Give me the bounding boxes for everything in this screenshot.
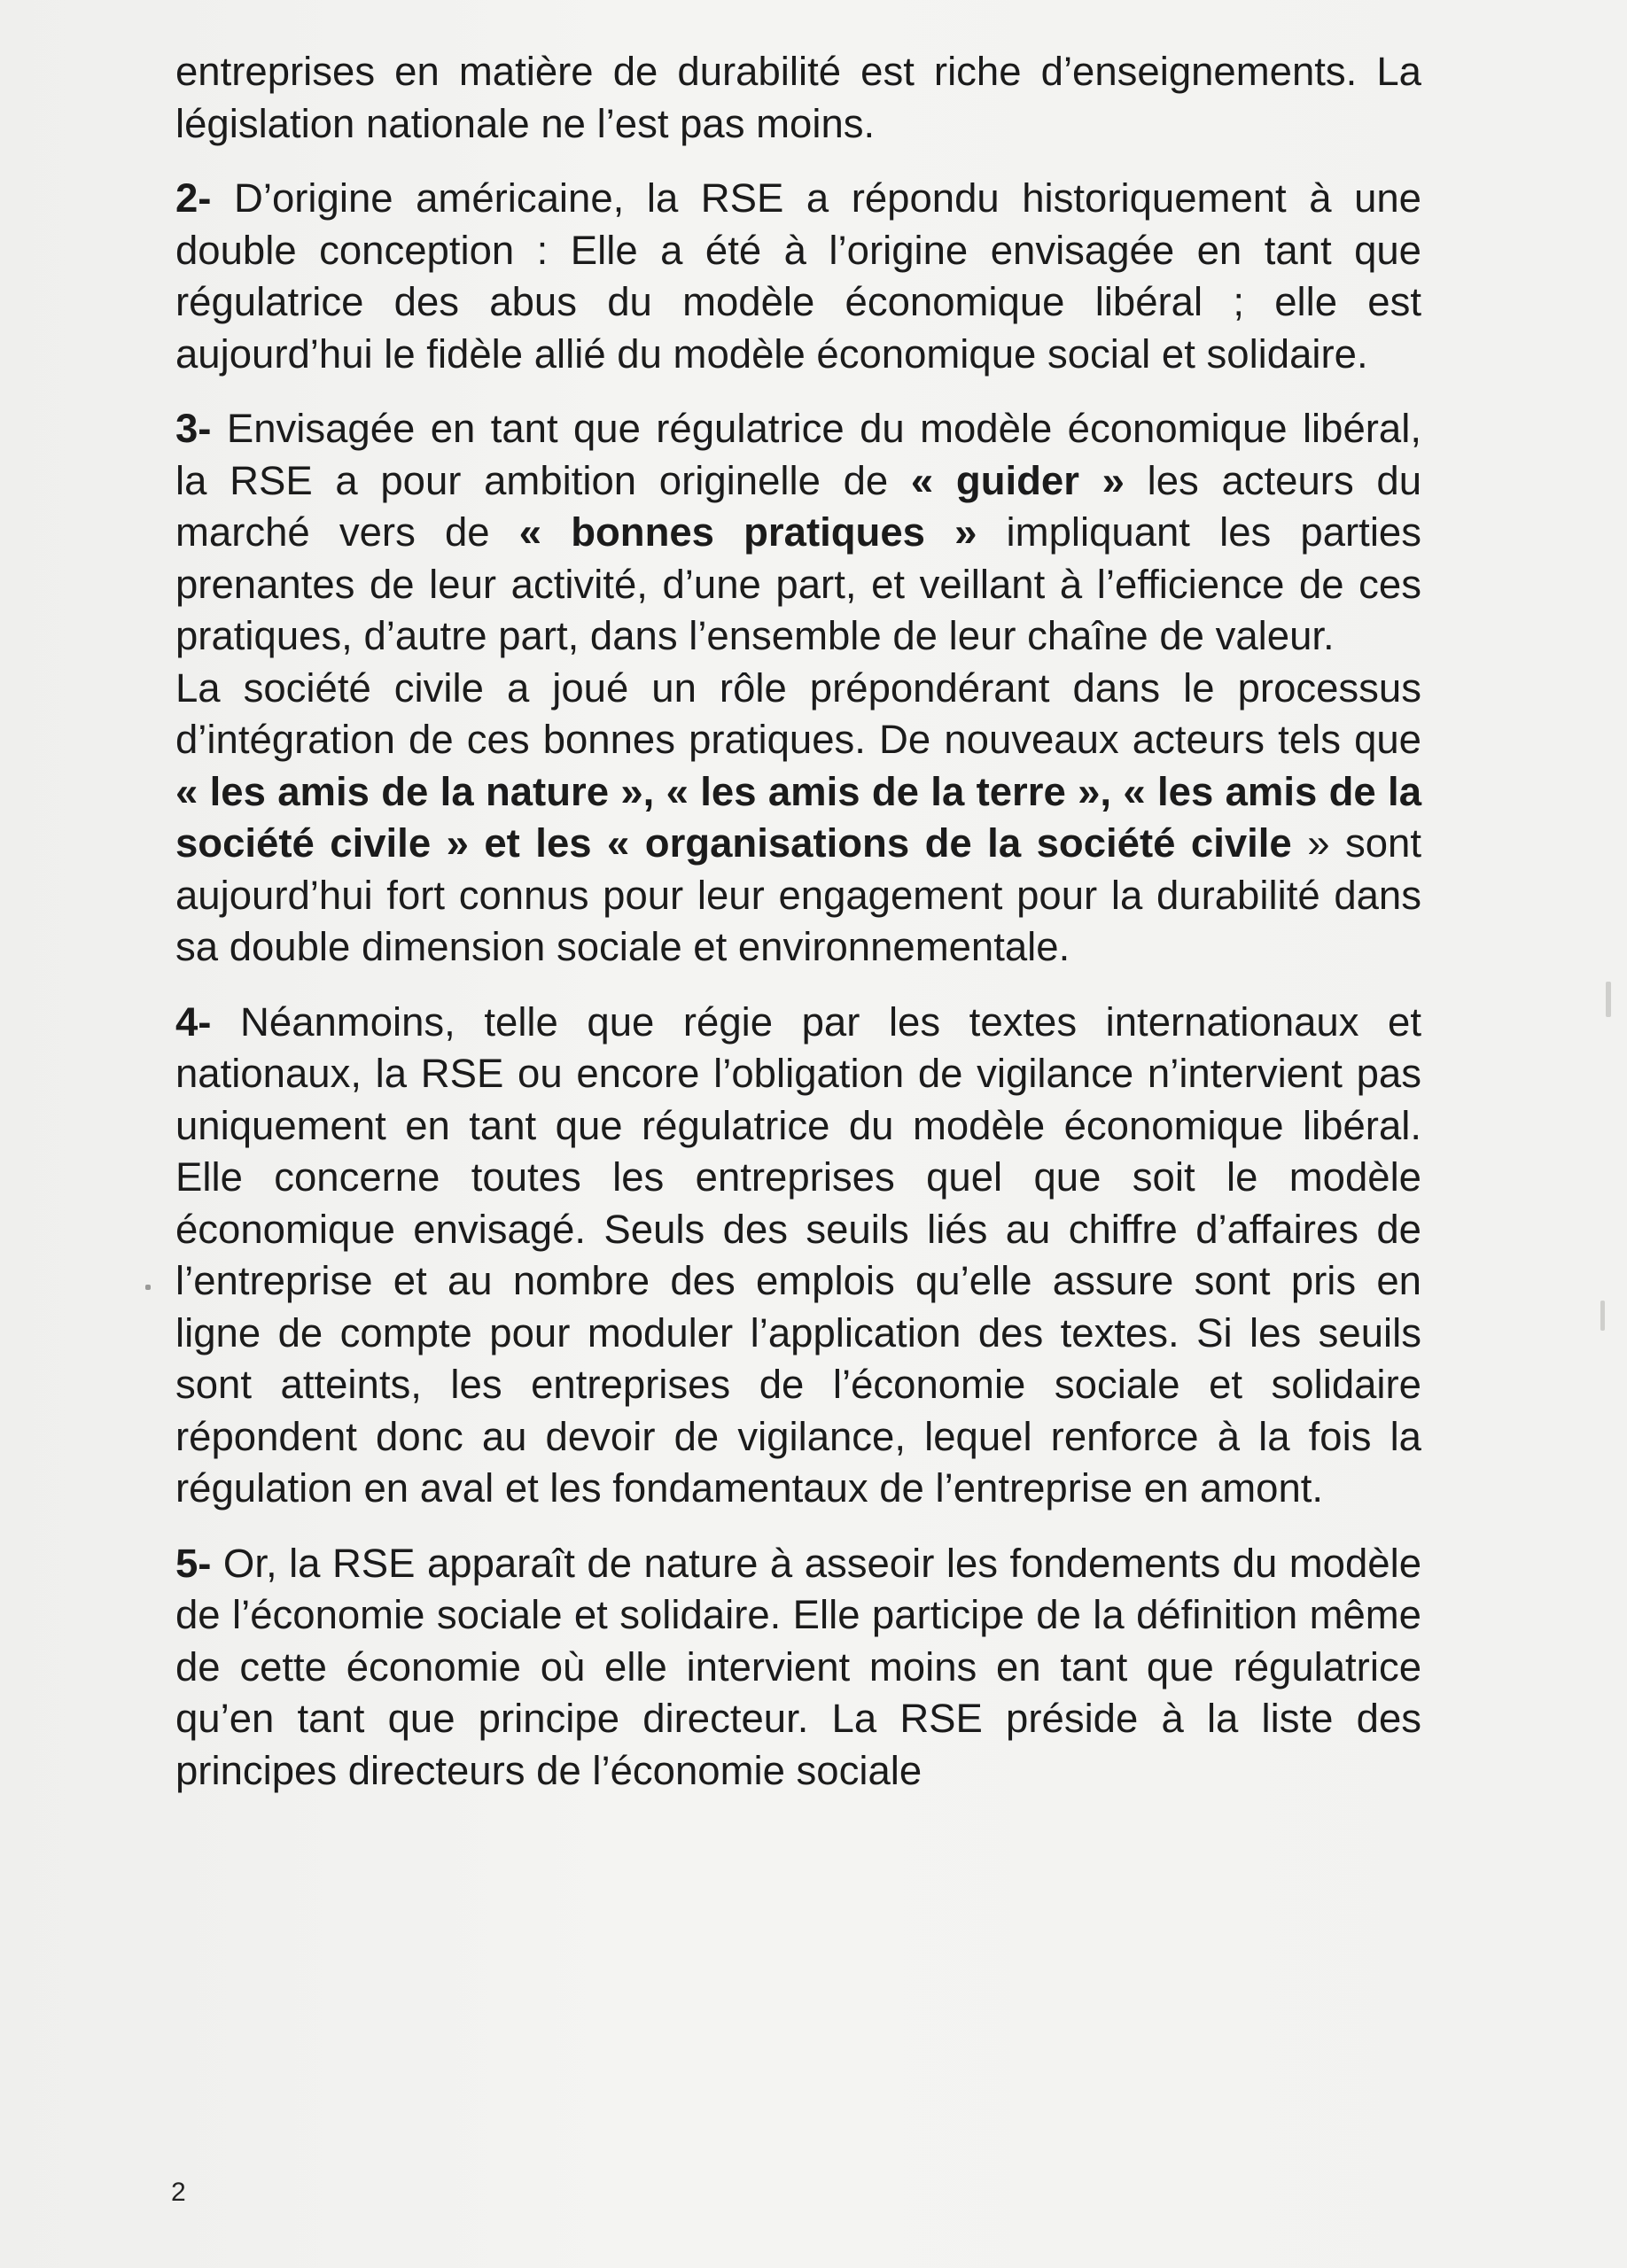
body-text: La société civile a joué un rôle prépondérant dans le processus d’intégration de ces bonnes pratiques. De nouveaux acteurs tels que (175, 664, 1421, 762)
page-number: 2 (171, 2178, 186, 2207)
body-text: D’origine américaine, la RSE a répondu historiquement à une double conception : Elle a été à l’origine envisagée en tant que régulatrice des abus du modèle économique libéral ; elle est aujourd’hui le fidèle allié du modèle économique social et solidaire. (175, 175, 1421, 377)
paragraph-4 (175, 997, 1421, 1515)
paragraph-number: 2- (175, 175, 212, 221)
paragraph-number: 4- (175, 998, 212, 1045)
body-text: » sont aujourd’hui fort connus pour leur engagement pour la durabilité dans sa double dimension sociale et environnementale. (175, 820, 1421, 969)
scan-edge-mark (1600, 1301, 1605, 1331)
bold-text: « bonnes pratiques » (518, 509, 977, 555)
paragraph-3-continued (175, 663, 1421, 974)
body-text: Or, la RSE apparaît de nature à asseoir les fondements du modèle de l’économie sociale et solidaire. Elle participe de la définition même de cette économie où elle intervient moins en tant que régulatrice qu’en tant que principe directeur. La RSE préside à la liste des principes directeurs de l’économie sociale (175, 1540, 1421, 1793)
body-text: Envisagée en tant que régulatrice du modèle économique libéral, la RSE a pour ambition originelle de (175, 406, 1421, 503)
body-text: Néanmoins, telle que régie par les textes internationaux et nationaux, la RSE ou encore l’obligation de vigilance n’intervient pas uniquement en tant que régulatrice du modèle économique libéral. Elle concerne toutes les entreprises quel que soit le modèle économique envisagé. Seuls des seuils liés au chiffre d’affaires de l’entreprise et au nombre des emplois qu’elle assure sont pris en ligne de compte pour moduler l’application des textes. Si les seuils sont atteints, les entreprises de l’économie sociale et solidaire répondent donc au devoir de vigilance, lequel renforce à la fois la régulation en aval et les fondamentaux de l’entreprise en amont. (175, 998, 1421, 1511)
bold-text: « guider » (910, 457, 1125, 503)
paragraph-2 (175, 173, 1421, 380)
paragraph-number: 5- (175, 1540, 212, 1586)
scan-edge-mark (1606, 982, 1611, 1017)
document-body (175, 46, 1421, 1820)
paragraph-continuation (175, 46, 1421, 150)
paragraph-number: 3- (175, 406, 212, 451)
body-text: les acteurs du marché vers de (175, 457, 1421, 555)
paragraph-3 (175, 403, 1421, 663)
paragraph-5 (175, 1538, 1421, 1798)
body-text: entreprises en matière de durabilité est riche d’enseignements. La législation nationale ne l’est pas moins. (175, 49, 1421, 146)
body-text: impliquant les parties prenantes de leur activité, d’une part, et veillant à l’efficience de ces pratiques, d’autre part, dans l’ensemble de leur chaîne de valeur. (175, 509, 1421, 658)
bold-text: « les amis de la nature », « les amis de la terre », « les amis de la société civile » et les « organisations de la société civile (175, 768, 1421, 866)
scan-edge-mark (145, 1285, 151, 1290)
